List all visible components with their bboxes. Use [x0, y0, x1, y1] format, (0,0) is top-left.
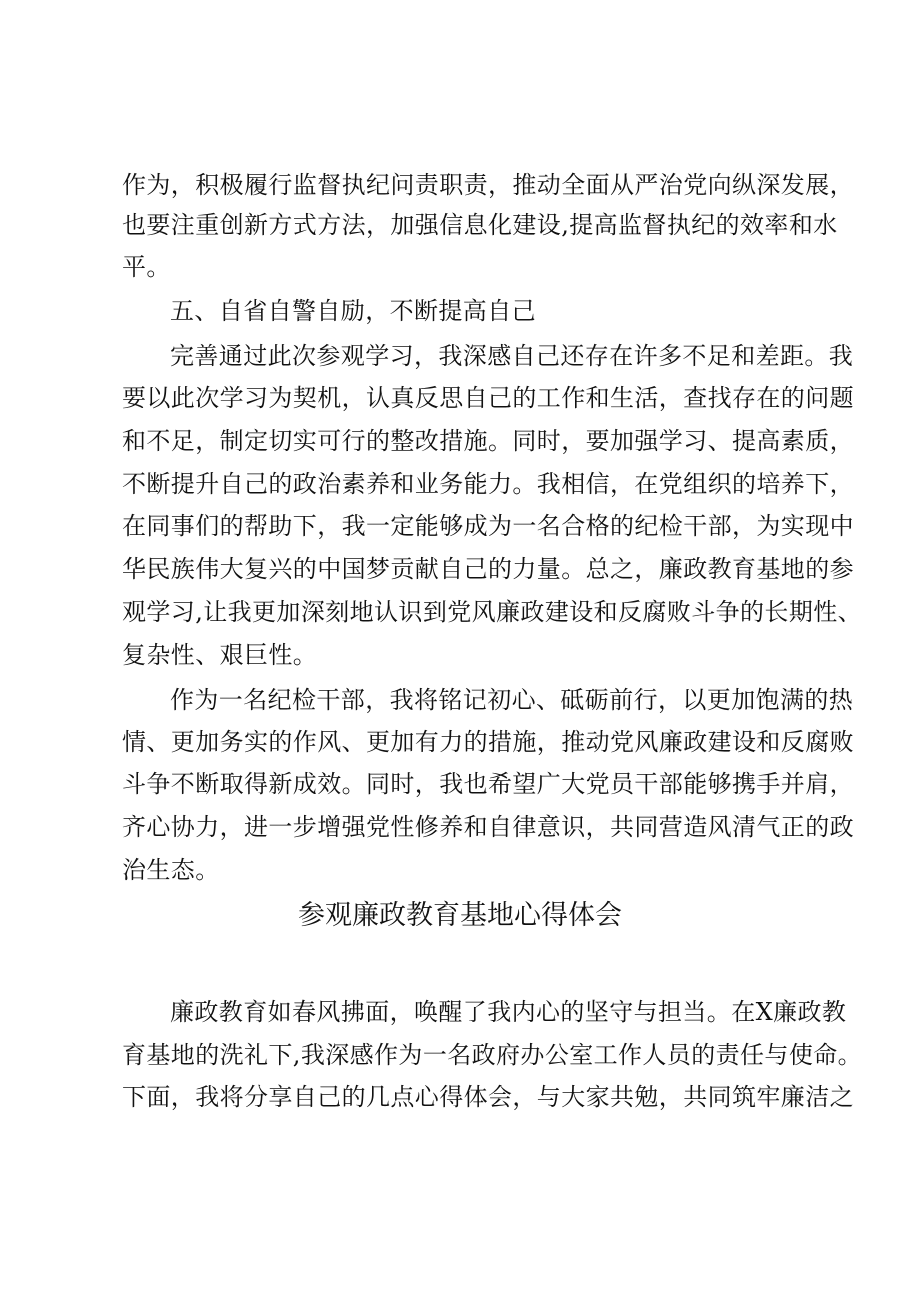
paragraph-line: 廉政教育如春风拂面，唤醒了我内心的坚守与担当。在X廉政教 — [170, 998, 847, 1026]
paragraph-line: 复杂性、艰巨性。 — [122, 641, 318, 669]
paragraph-line: 作为，积极履行监督执纪问责职责，推动全面从严治党向纵深发展， — [122, 171, 854, 199]
article-title: 参观廉政教育基地心得体会 — [298, 900, 622, 931]
paragraph-line: 平。 — [122, 253, 171, 281]
paragraph-line: 治生态。 — [122, 856, 220, 884]
paragraph-line: 也要注重创新方式方法，加强信息化建设,提高监督执纪的效率和水 — [122, 211, 838, 239]
paragraph-line: 完善通过此次参观学习，我深感自己还存在许多不足和差距。我 — [170, 342, 854, 370]
paragraph-line: 齐心协力，进一步增强党性修养和自律意识，共同营造风清气正的政 — [122, 813, 854, 841]
paragraph-line: 要以此次学习为契机，认真反思自己的工作和生活，查找存在的问题 — [122, 384, 854, 412]
section-heading: 五、自省自警自励，不断提高自己 — [170, 297, 536, 325]
paragraph-line: 下面，我将分享自己的几点心得体会，与大家共勉，共同筑牢廉洁之 — [122, 1083, 854, 1111]
paragraph-line: 和不足，制定切实可行的整改措施。同时，要加强学习、提高素质， — [122, 427, 854, 455]
paragraph-line: 斗争不断取得新成效。同时，我也希望广大党员干部能够携手并肩， — [122, 770, 854, 798]
paragraph-line: 不断提升自己的政治素养和业务能力。我相信，在党组织的培养下， — [122, 470, 854, 498]
paragraph-line: 华民族伟大复兴的中国梦贡献自己的力量。总之，廉政教育基地的参 — [122, 555, 854, 583]
paragraph-line: 育基地的洗礼下,我深感作为一名政府办公室工作人员的责任与使命。 — [122, 1041, 863, 1069]
paragraph-line: 在同事们的帮助下，我一定能够成为一名合格的纪检干部，为实现中 — [122, 512, 854, 540]
paragraph-line: 观学习,让我更加深刻地认识到党风廉政建设和反腐败斗争的长期性、 — [122, 598, 863, 626]
paragraph-line: 作为一名纪检干部，我将铭记初心、砥砺前行，以更加饱满的热 — [170, 686, 854, 714]
paragraph-line: 情、更加务实的作风、更加有力的措施，推动党风廉政建设和反腐败 — [122, 728, 854, 756]
